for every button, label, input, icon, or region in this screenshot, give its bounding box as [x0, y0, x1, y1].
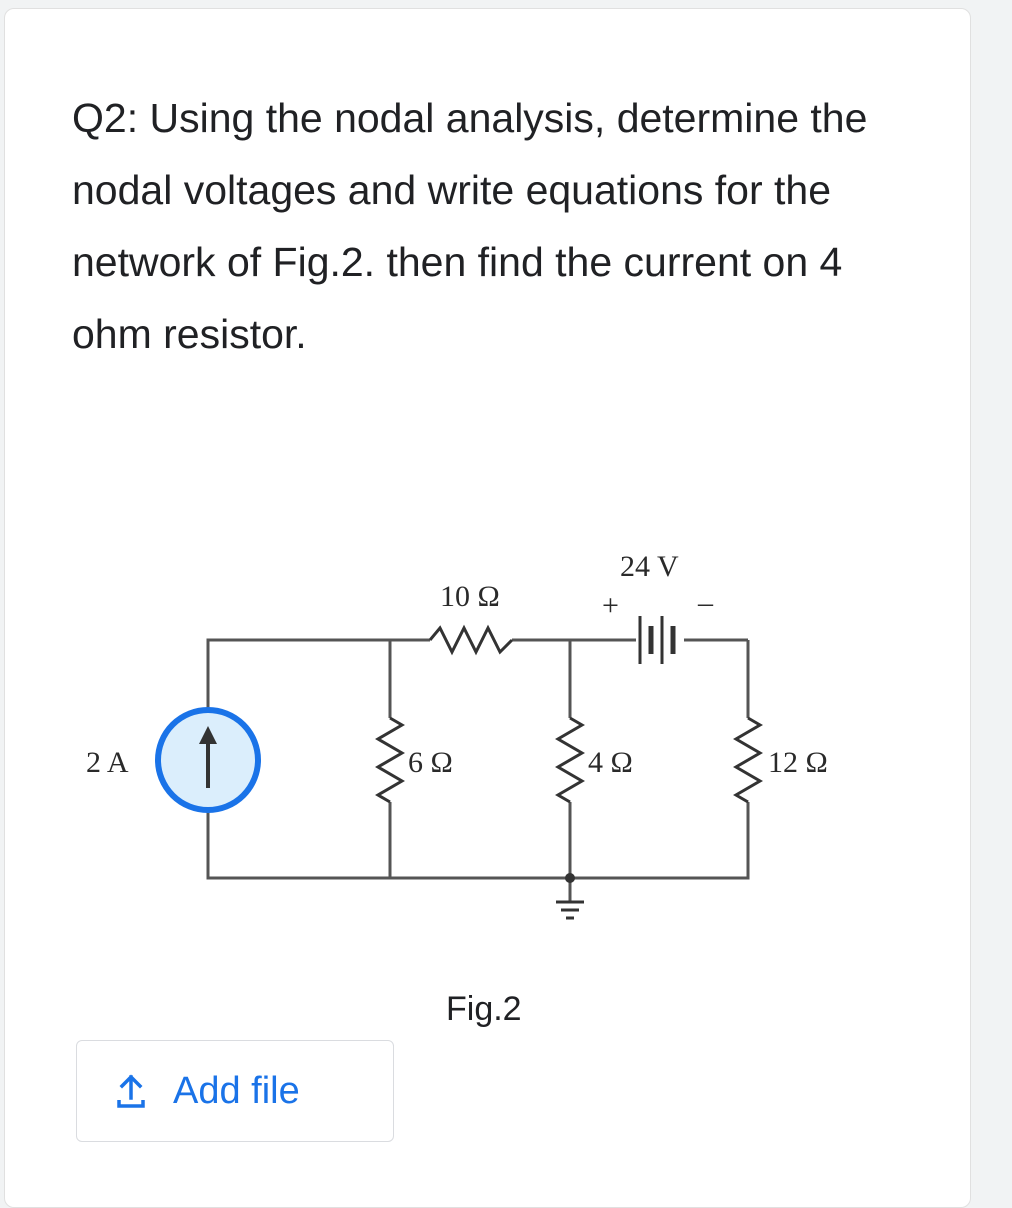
resistor-6-ohm [378, 718, 402, 802]
circuit-wires [208, 640, 748, 902]
resistor-12-ohm [736, 718, 760, 802]
question-text: Q2: Using the nodal analysis, determine the nodal voltages and write equations for the network of Fig.2. then find the current on 4 ohm resistor. [72, 95, 868, 357]
resistor-4-ohm [558, 718, 582, 802]
resistor-12-label: 12 Ω [768, 746, 828, 779]
page-background-strip [975, 0, 1012, 1200]
current-source [158, 710, 258, 810]
resistor-6-label: 6 Ω [408, 746, 453, 779]
battery-plus-label: + [602, 589, 619, 622]
battery-minus-label: – [698, 586, 713, 619]
figure-caption: Fig.2 [446, 990, 522, 1028]
resistor-4-label: 4 Ω [588, 746, 633, 779]
upload-icon [117, 1074, 145, 1108]
resistor-10-label: 10 Ω [440, 580, 500, 613]
source-label: 2 A [86, 746, 129, 779]
battery-label: 24 V [620, 550, 679, 583]
add-file-label: Add file [173, 1069, 300, 1112]
battery-24v [640, 616, 673, 664]
add-file-button[interactable] [76, 1040, 394, 1142]
resistor-10-ohm [430, 628, 512, 652]
